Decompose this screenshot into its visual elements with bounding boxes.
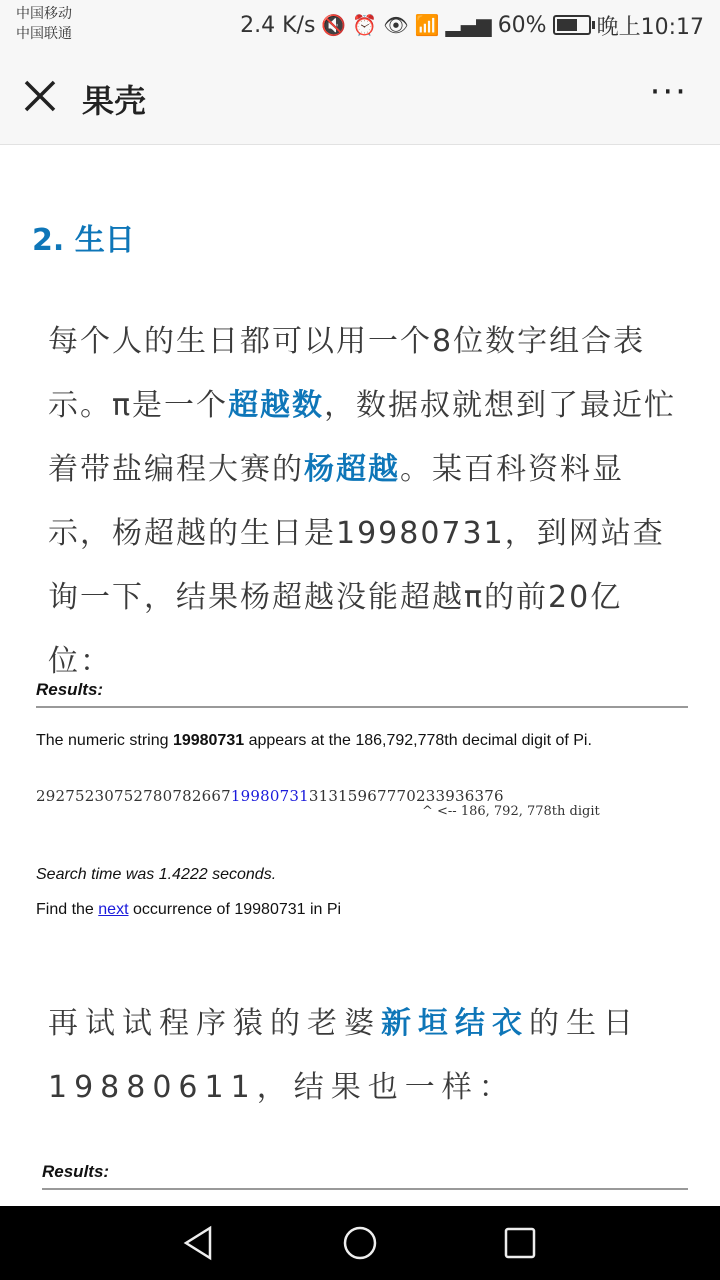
numeric-string: 19980731 [172, 732, 245, 749]
search-time: Search time was 1.4222 seconds. [36, 866, 277, 883]
carrier-2: 中国联通 [16, 26, 72, 42]
alarm-icon: ⏰ [352, 13, 378, 37]
recent-apps-icon[interactable] [501, 1224, 539, 1262]
eye-icon: 👁 [383, 13, 409, 37]
text-span: ，数据叔就想到了最近忙着带盐编程大赛的 [48, 388, 677, 487]
digits-before: 29275230752780782667 [36, 787, 231, 805]
clock: 晚上10:17 [596, 14, 704, 40]
digits-after: 31315967770233936376 [308, 787, 504, 805]
article-paragraph-2 [48, 992, 678, 1120]
mute-icon: 🔇 [321, 13, 347, 37]
section-heading: 2. 生日 [32, 223, 135, 258]
signal-icon: ▂▄▆ [445, 13, 492, 37]
text-span: 再试试程序猿的老婆 [48, 1006, 381, 1041]
digit-sequence [36, 787, 504, 805]
wifi-icon: 📶 [414, 13, 440, 37]
text-span: Find the [36, 901, 99, 918]
digits-match: 19980731 [230, 787, 309, 805]
next-link[interactable]: next [98, 901, 129, 918]
page-title: 果壳 [82, 82, 147, 120]
home-icon[interactable] [341, 1224, 379, 1262]
digit-position-marker: ^ <-- 186, 792, 778th digit [422, 804, 600, 819]
text-span: occurrence of 19980731 in Pi [128, 901, 342, 918]
find-next-line [36, 901, 341, 919]
results-summary [36, 732, 592, 750]
highlight-text: 超越数 [228, 388, 325, 423]
network-speed: 2.4 K/s [240, 12, 316, 38]
close-icon[interactable] [22, 78, 58, 114]
text-span: 的生日19880611，结果也一样： [48, 1006, 640, 1105]
results-header: Results: [36, 680, 688, 708]
text-span: The numeric string [36, 732, 173, 749]
article-paragraph-1 [48, 310, 678, 694]
back-icon[interactable] [180, 1224, 218, 1262]
results-header-2: Results: [42, 1162, 688, 1190]
status-bar [0, 0, 720, 50]
top-nav-bar [0, 50, 720, 145]
carrier-1: 中国移动 [16, 6, 72, 22]
system-nav-bar [0, 1206, 720, 1280]
battery-percent: 60% [497, 12, 547, 38]
pi-search-results [36, 680, 688, 940]
highlight-text: 新垣结衣 [381, 1006, 529, 1041]
highlight-text: 杨超越 [304, 452, 400, 487]
carrier-info [16, 4, 72, 44]
status-icons [240, 10, 704, 40]
more-menu-icon[interactable]: ··· [649, 72, 688, 112]
text-span: 。某百科资料显示，杨超越的生日是19980731，到网站查询一下，结果杨超越没能超越π的前20亿位： [48, 452, 665, 679]
battery-icon [553, 15, 591, 35]
text-span: appears at the 186,792,778th decimal digit of Pi. [244, 732, 592, 749]
pi-search-results-2 [42, 1162, 688, 1190]
text-span: 每个人的生日都可以用一个8位数字组合表示。π是一个 [48, 324, 646, 423]
